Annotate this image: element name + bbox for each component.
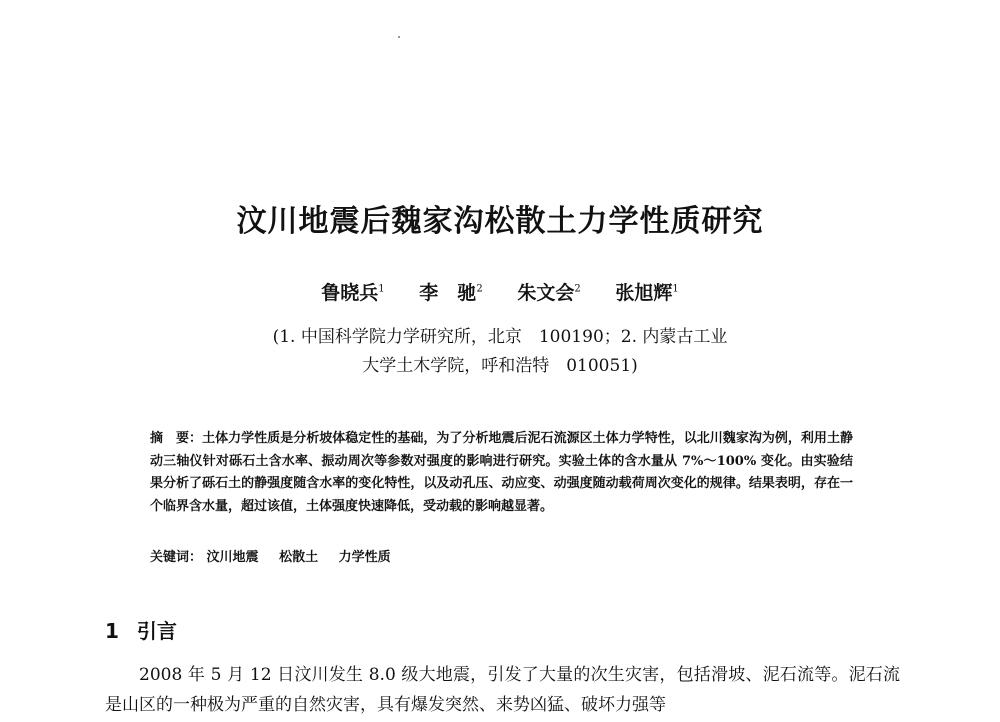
affiliation-line-2: 大学土木学院，呼和浩特 010051) bbox=[362, 356, 638, 376]
paper-title: 汶川地震后魏家沟松散土力学性质研究 bbox=[236, 204, 764, 239]
abstract bbox=[150, 428, 853, 518]
abstract-text: 土体力学性质是分析坡体稳定性的基础，为了分析地震后泥石流源区土体力学特性，以北川魏家沟为例，利用土静动三轴仪针对砾石土含水率、振动周次等参数对强度的影响进行研究。实验土体的含水量从 7%～100% 变化。由实验结果分析了砾石土的静强度随含水率的变化特性，以及动孔压、动应变、动强度随动载荷周次变化的规律。结果表明，存在一个临界含水量，超过该值，土体强度快速降低，受动载的影响越显著。 bbox=[150, 431, 853, 514]
keywords bbox=[150, 546, 407, 565]
author: 张旭辉$^1$ bbox=[615, 282, 679, 304]
keyword: 力学性质 bbox=[338, 550, 391, 565]
section-number: 1 bbox=[105, 619, 119, 643]
body-paragraph bbox=[105, 660, 900, 720]
author: 鲁晓兵$^1$ bbox=[321, 282, 385, 304]
section-title: 引言 bbox=[136, 619, 177, 643]
author: 朱文会$^2$ bbox=[517, 282, 581, 304]
scan-speck bbox=[398, 36, 400, 38]
section-heading bbox=[105, 615, 177, 644]
affiliation-line-1: (1. 中国科学院力学研究所，北京 100190；2. 内蒙古工业 bbox=[272, 327, 728, 347]
author: 李 驰$^2$ bbox=[419, 282, 483, 304]
keyword: 松散土 bbox=[279, 550, 319, 565]
abstract-label: 摘 要： bbox=[150, 431, 203, 446]
body-text: 2008 年 5 月 12 日汶川发生 8.0 级大地震，引发了大量的次生灾害，包括滑坡、泥石流等。泥石流是山区的一种极为严重的自然灾害，具有爆发突然、来势凶猛、破坏力强等 bbox=[105, 665, 900, 715]
keywords-label: 关键词： bbox=[150, 550, 203, 565]
author-list bbox=[0, 278, 1000, 305]
keyword: 汶川地震 bbox=[206, 550, 259, 565]
